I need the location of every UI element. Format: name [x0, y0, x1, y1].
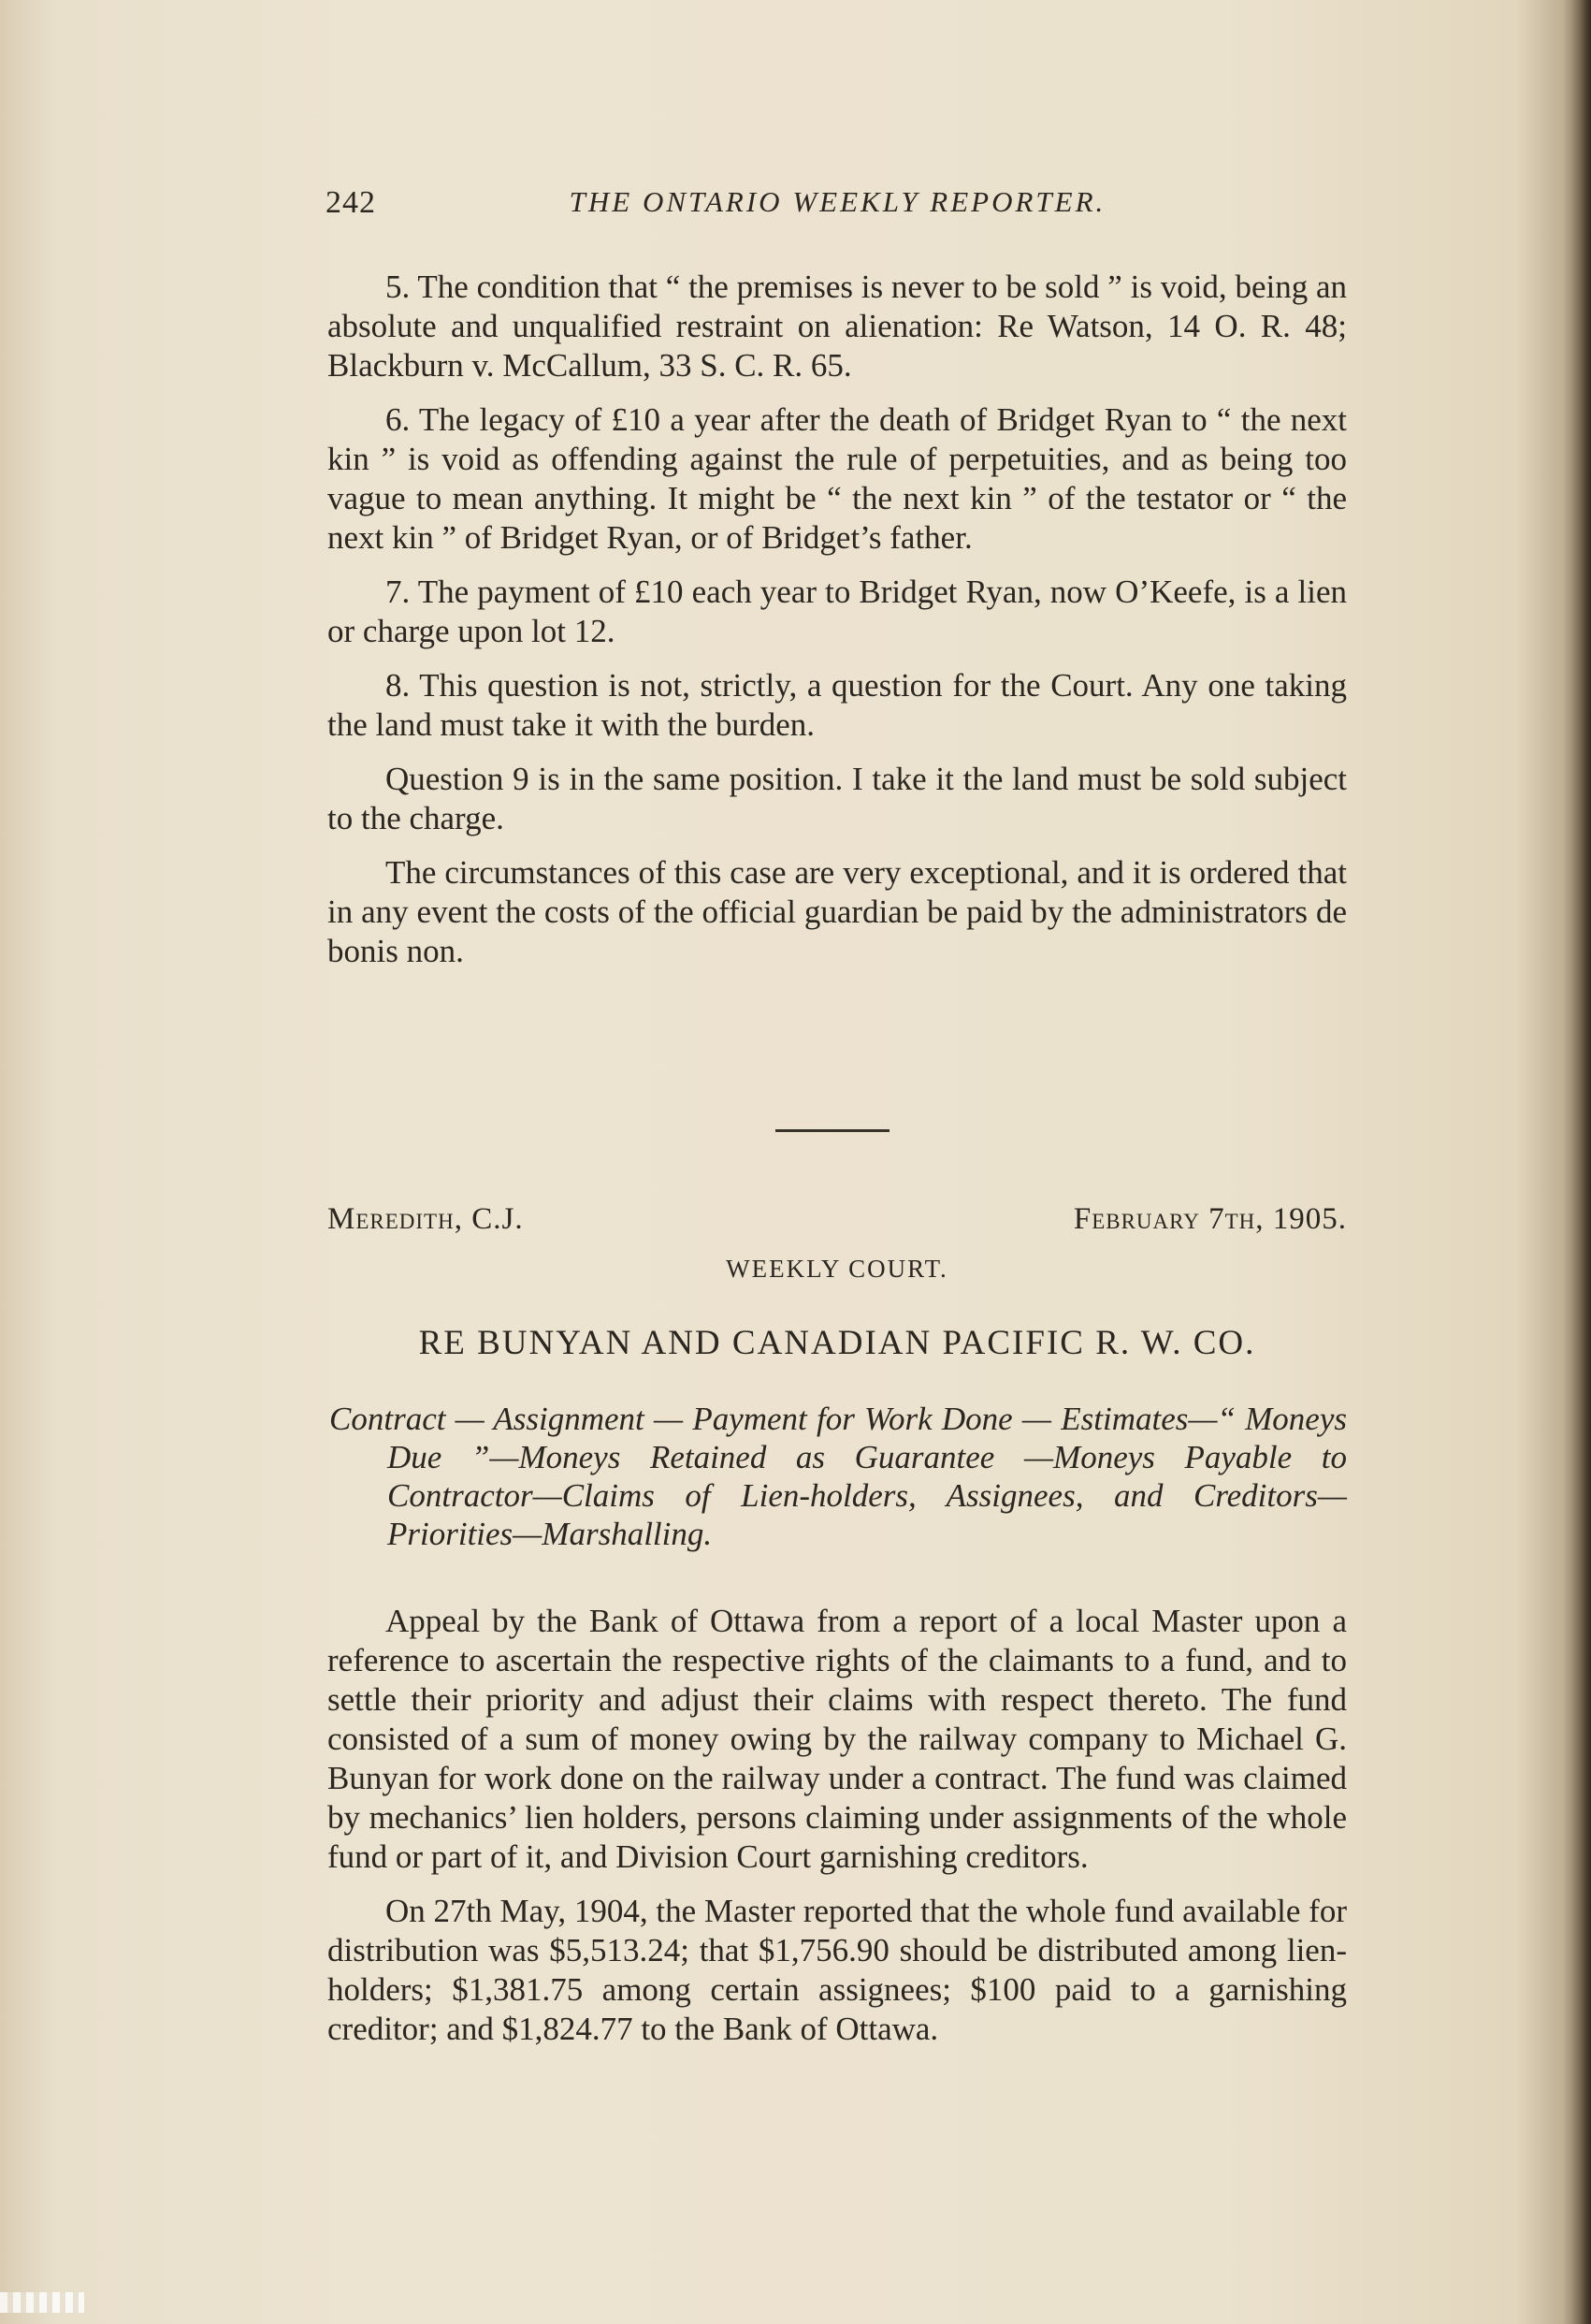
page-number: 242	[325, 185, 376, 220]
master-report-paragraph: On 27th May, 1904, the Master reported that the whole fund available for distribution was $5,513.24; that $1,756.90 should be distributed among lien-holders; $1,381.75 among certain assignees; $100 paid to a garnishing creditor; and $1,824.77 to the Bank of Ottawa.	[327, 1893, 1347, 2047]
body-paragraphs	[327, 1602, 1347, 2064]
judge-date-line	[327, 1202, 1347, 1243]
decision-date: February 7th, 1905.	[1073, 1202, 1347, 1236]
section-divider	[775, 1129, 890, 1132]
paper-edge-marks	[0, 2292, 84, 2313]
page-edge-shadow	[1563, 0, 1591, 2324]
page-header	[325, 185, 1350, 232]
appeal-paragraph: Appeal by the Bank of Ottawa from a report of a local Master upon a reference to ascertain the respective rights of the claimants to a fund, and to settle their priority and adjust their claims with respect thereto. The fund consisted of a sum of money owing by the railway company to Michael G. Bunyan for work done on the railway under a contract. The fund was claimed by mechanics’ lien holders, persons claiming under assignments of the whole fund or part of it, and Division Court garnishing creditors.	[327, 1603, 1347, 1875]
headnote-keywords: Contract — Assignment — Payment for Work Done — Estimates—“ Moneys Due ”—Moneys Retained as Guarantee —Moneys Payable to Contractor—Claims of Lien-holders, Assignees, and Creditors—Priorities—Marshalling.	[329, 1401, 1347, 1552]
paragraph-7: 7. The payment of £10 each year to Bridget Ryan, now O’Keefe, is a lien or charge upon lot 12.	[327, 574, 1347, 649]
paragraph-costs-order: The circumstances of this case are very exceptional, and it is ordered that in any event the costs of the official guardian be paid by the administrators de bonis non.	[327, 854, 1347, 969]
paragraph-8: 8. This question is not, strictly, a question for the Court. Any one taking the land must take it with the burden.	[327, 667, 1347, 743]
judge-name: Meredith, C.J.	[327, 1202, 524, 1236]
running-title: THE ONTARIO WEEKLY REPORTER.	[569, 185, 1106, 218]
paragraph-question-9: Question 9 is in the same position. I take it the land must be sold subject to the charge.	[327, 761, 1347, 836]
paragraph-5: 5. The condition that “ the premises is never to be sold ” is void, being an absolute and unqualified restraint on alienation: Re Watson, 14 O. R. 48; Blackburn v. McCallum, 33 S. C. R. 65.	[327, 269, 1347, 384]
top-paragraphs	[327, 268, 1347, 986]
paragraph-6: 6. The legacy of £10 a year after the death of Bridget Ryan to “ the next kin ” is void as offending against the rule of perpetuities, and as being too vague to mean anything. It might be “ the next kin ” of the testator or “ the next kin ” of Bridget Ryan, or of Bridget’s father.	[327, 401, 1347, 556]
court-name: WEEKLY COURT.	[726, 1255, 948, 1283]
case-title: RE BUNYAN AND CANADIAN PACIFIC R. W. CO.	[418, 1324, 1256, 1362]
